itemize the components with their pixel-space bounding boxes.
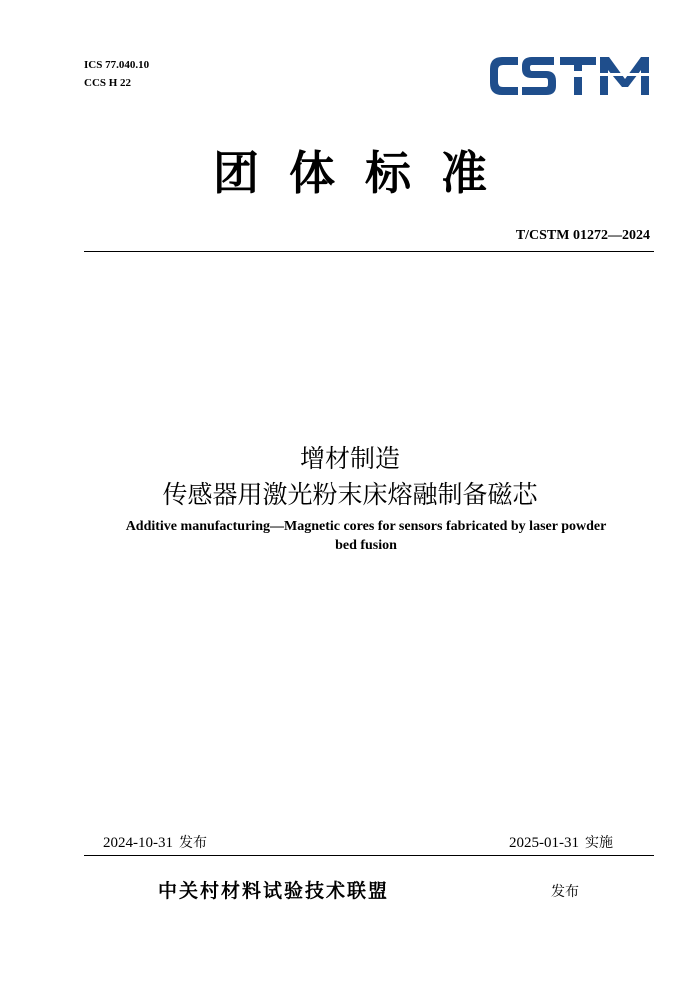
issue-date: 2024-10-31 <box>103 835 173 851</box>
issue-label: 发布 <box>179 835 207 851</box>
logo-letter-c <box>490 57 518 95</box>
title-en-line1: Additive manufacturing—Magnetic cores for sensors fabricated by laser powder <box>125 519 607 534</box>
title-cn-line1: 增材制造 <box>299 444 400 473</box>
title-cn-line2: 传感器用激光粉末床熔融制备磁芯 <box>162 480 538 509</box>
classification-codes <box>84 56 149 92</box>
title-en-line2: bed fusion <box>335 538 397 553</box>
footer-divider <box>84 855 654 856</box>
title-en <box>70 517 662 555</box>
publisher-name: 中关村材料试验技术联盟 <box>158 880 390 902</box>
implement-date: 2025-01-31 <box>509 835 579 851</box>
document-kind: 团体标准 <box>213 146 517 200</box>
publisher-action: 发布 <box>551 884 579 900</box>
ccs-code: CCS H 22 <box>84 77 132 89</box>
implement-label: 实施 <box>585 835 613 851</box>
standard-number: T/CSTM 01272—2024 <box>515 228 650 243</box>
implement-date-block <box>509 832 613 852</box>
logo-letter-s <box>522 57 556 95</box>
cstm-logo <box>488 53 650 99</box>
header-divider <box>84 251 654 252</box>
issue-date-block <box>103 832 207 852</box>
ics-code: ICS 77.040.10 <box>84 59 150 71</box>
